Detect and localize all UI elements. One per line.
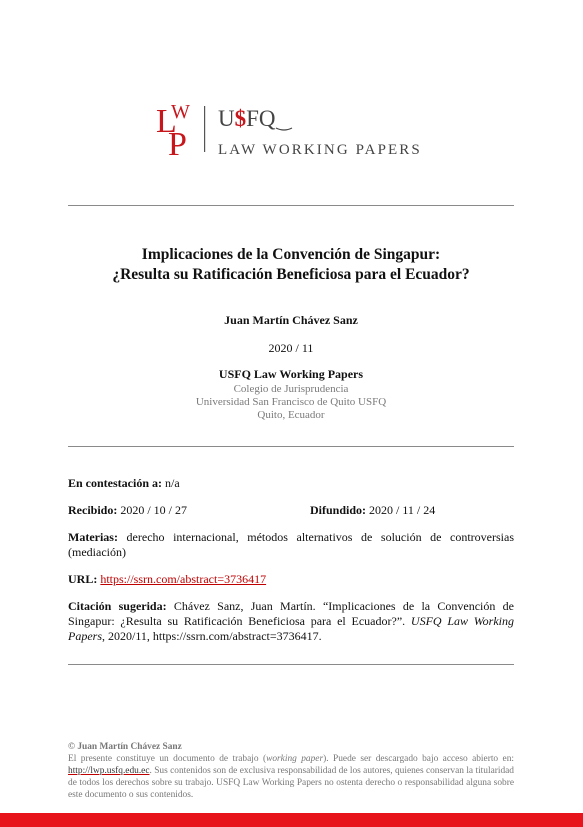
url-row [68,572,514,587]
logo-series-name: LAW WORKING PAPERS [218,142,422,158]
logo-usfq: U$FQ [218,106,276,131]
citation-journal: USFQ Law Working Papers [68,614,514,643]
published-value: 2020 / 11 / 24 [369,503,436,517]
footer-text-italic: working paper [266,754,324,764]
received-label: Recibido: [68,503,118,517]
subjects-label: Materias: [68,530,118,544]
lwp-logo-graphic [156,100,446,160]
ssrn-url-link[interactable]: https://ssrn.com/abstract=3736417 [100,572,267,586]
logo-letter-l: L [156,103,177,140]
reply-label: En contestación a: [68,476,162,490]
paper-author: Juan Martín Chávez Sanz [224,313,358,327]
reply-value: n/a [165,476,180,490]
copyright-holder: © Juan Martín Chávez Sanz [68,742,182,752]
copyright-notice [68,741,514,801]
divider-top [68,205,514,206]
institution-university: Universidad San Francisco de Quito USFQ [195,396,387,408]
title-line-2: ¿Resulta su Ratificación Beneficiosa para el Ecuador? [112,266,470,283]
paper-date: 2020 / 11 [268,341,314,355]
lwp-logo [156,100,446,160]
divider-bottom [68,664,514,665]
institution-college: Colegio de Jurisprudencia [233,383,349,395]
institution-location: Quito, Ecuador [257,409,325,421]
citation-text: Chávez Sanz, Juan Martín. “Implicaciones de la Convención de Singapur: ¿Resulta su Ratificación Beneficiosa para el Ecuador?”. [68,599,514,628]
divider-middle [68,446,514,447]
url-label: URL: [68,572,98,586]
paper-title [68,245,514,285]
footer-text-2: ). Puede ser descargado bajo acceso abierto en: [323,754,514,764]
logo-divider [204,106,205,152]
logo-letter-w: W [171,101,190,123]
paper-series: USFQ Law Working Papers [218,367,364,381]
title-line-1: Implicaciones de la Convención de Singapur: [141,246,441,263]
lwp-website-link[interactable]: http://lwp.usfq.edu.ec [68,766,150,776]
subjects-row [68,530,514,560]
citation-label: Citación sugerida: [68,599,167,613]
footer-text-3: . Sus contenidos son de exclusiva responsabilidad de los autores, quienes conservan la titularidad de todos los derechos sobre su trabajo. USFQ Law Working Papers no ostenta derecho o responsabilidad alguna sobre este documento o sus contenidos. [68,766,514,800]
received-value: 2020 / 10 / 27 [120,503,188,517]
published-row [310,503,514,518]
institution-block [68,383,514,422]
logo-usfq-tail [276,128,292,130]
citation-row [68,599,514,644]
footer-text-1: El presente constituye un documento de trabajo ( [68,754,267,764]
published-label: Difundido: [310,503,367,517]
subjects-value: derecho internacional, métodos alternativos de solución de controversias (mediación) [68,530,514,559]
reply-row [68,476,514,491]
citation-text-end: , 2020/11, https://ssrn.com/abstract=3736417. [102,629,322,643]
logo-letter-p: P [168,126,187,160]
footer-red-bar [0,813,583,827]
